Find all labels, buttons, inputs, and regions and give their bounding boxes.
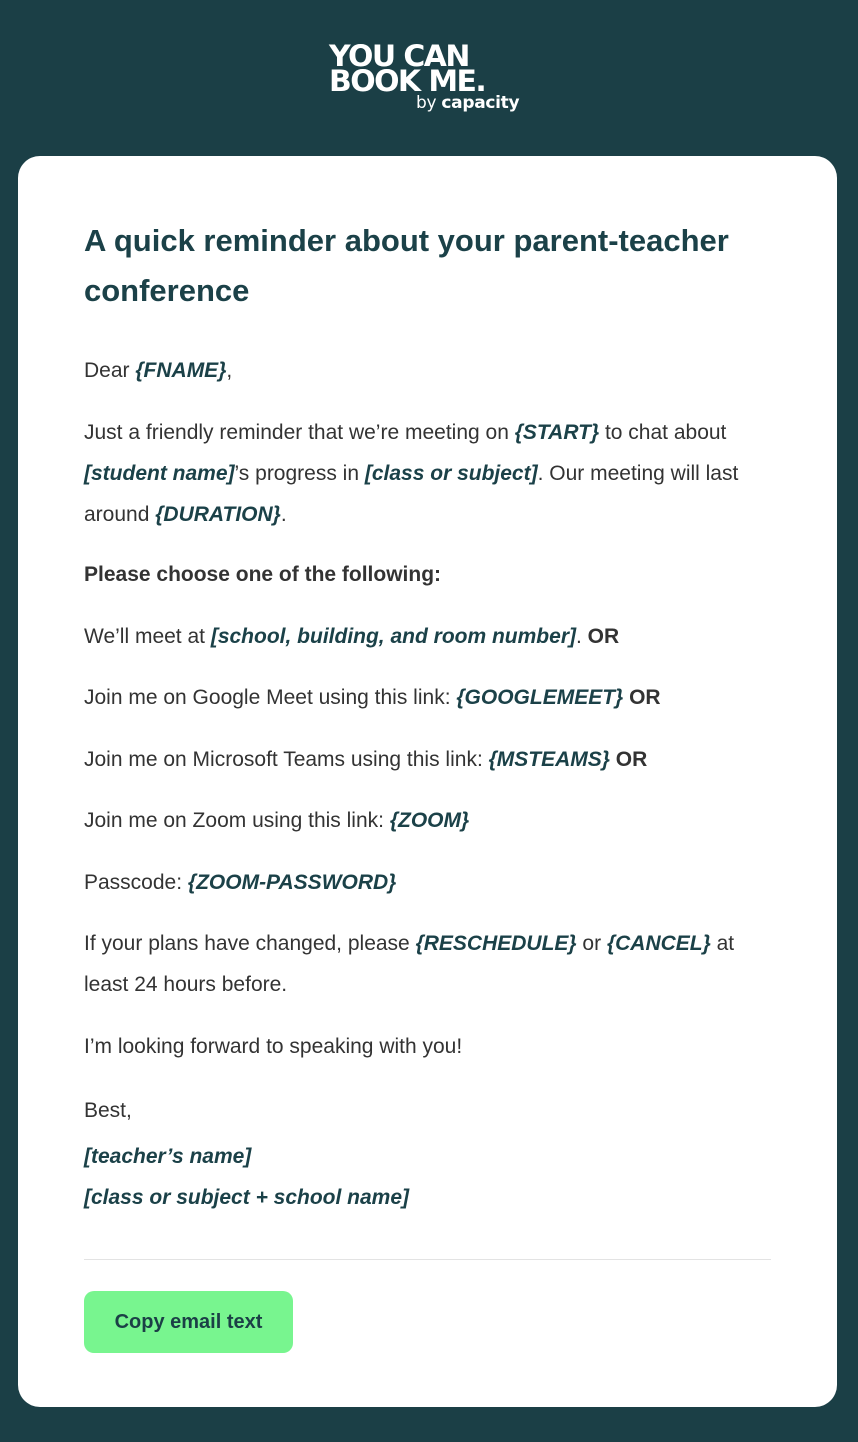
plans-paragraph [84, 923, 774, 1005]
plans-text-1: If your plans have changed, please [84, 932, 416, 955]
fname-var: {FNAME} [135, 359, 227, 382]
zoom-password-var: {ZOOM-PASSWORD} [187, 871, 397, 894]
logo-brand: capacity [441, 93, 520, 113]
youcanbookme-logo [329, 39, 529, 117]
school-line: [class or subject + school name] [84, 1186, 410, 1209]
meet-line [84, 616, 774, 657]
teams-line [84, 739, 774, 780]
teams-or: OR [609, 748, 648, 771]
reminder-text-5: . [280, 503, 287, 526]
zoom-line [84, 800, 774, 841]
zoom-var: {ZOOM} [389, 809, 470, 832]
location-var: [school, building, and room number] [210, 625, 576, 648]
teacher-name: [teacher’s name] [84, 1145, 252, 1168]
googlemeet-var: {GOOGLEMEET} [456, 686, 624, 709]
logo-line-2: BOOK ME. [329, 64, 486, 98]
zoom-text: Join me on Zoom using this link: [84, 809, 390, 832]
signoff: Best, [84, 1099, 132, 1122]
greeting-line [84, 350, 774, 391]
reminder-text-1: Just a friendly reminder that we’re meeting on [84, 421, 515, 444]
choose-heading: Please choose one of the following: [84, 563, 442, 586]
reschedule-var: {RESCHEDULE} [415, 932, 577, 955]
msteams-var: {MSTEAMS} [488, 748, 610, 771]
divider [84, 1259, 771, 1260]
teams-text: Join me on Microsoft Teams using this link: [84, 748, 489, 771]
reminder-text-4: . Our meeting will last around [84, 462, 739, 526]
meet-period: . [575, 625, 588, 648]
email-card [18, 156, 837, 1407]
meet-text: We’ll meet at [84, 625, 211, 648]
google-meet-text: Join me on Google Meet using this link: [84, 686, 457, 709]
logo-line-1: YOU CAN [329, 39, 469, 73]
greeting-comma: , [226, 359, 233, 382]
reminder-text-3: ’s progress in [234, 462, 365, 485]
duration-var: {DURATION} [155, 503, 281, 526]
reminder-text-2: to chat about [599, 421, 727, 444]
copy-email-text-button[interactable]: Copy email text [84, 1291, 293, 1353]
reminder-paragraph [84, 412, 774, 535]
closing-line: I’m looking forward to speaking with you! [84, 1035, 463, 1058]
google-meet-line [84, 677, 774, 718]
plans-text-2: or [576, 932, 607, 955]
logo-by: by [416, 93, 437, 113]
greeting-text: Dear [84, 359, 136, 382]
passcode-line [84, 862, 774, 903]
plans-text-3: at least 24 hours before. [84, 932, 735, 996]
meet-or: OR [587, 625, 620, 648]
start-var: {START} [514, 421, 600, 444]
cancel-var: {CANCEL} [606, 932, 711, 955]
email-title: A quick reminder about your parent-teacher conference [84, 223, 729, 308]
google-meet-or: OR [623, 686, 661, 709]
class-subject-var: [class or subject] [364, 462, 538, 485]
logo-byline [416, 93, 519, 113]
student-name-var: [student name] [84, 462, 235, 485]
passcode-text: Passcode: [84, 871, 188, 894]
